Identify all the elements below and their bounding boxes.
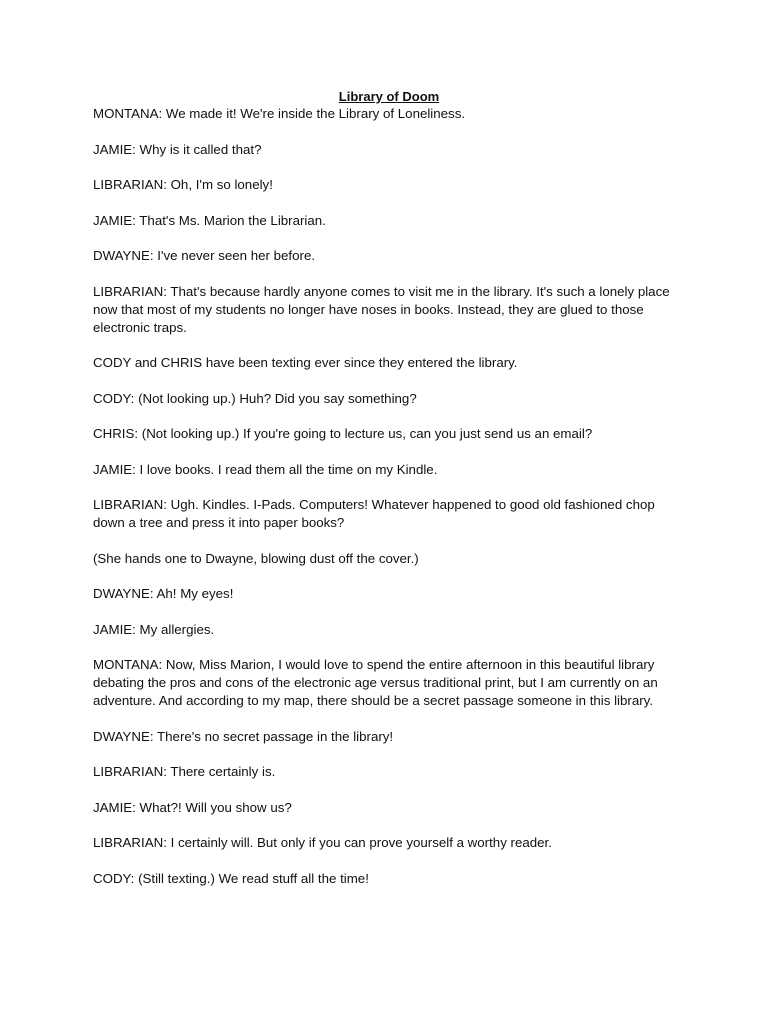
script-line: LIBRARIAN: I certainly will. But only if you can prove yourself a worthy reader. <box>93 835 552 850</box>
stage-direction: CODY and CHRIS have been texting ever since they entered the library. <box>93 355 518 370</box>
script-line: JAMIE: What?! Will you show us? <box>93 799 292 815</box>
document-title: Library of Doom <box>338 89 440 104</box>
script-line: CODY: (Still texting.) We read stuff all the time! <box>93 870 369 886</box>
script-line: JAMIE: That's Ms. Marion the Librarian. <box>93 212 326 228</box>
script-body <box>93 105 673 888</box>
script-line: DWAYNE: There's no secret passage in the library! <box>93 728 394 744</box>
script-line: CODY: (Not looking up.) Huh? Did you say something? <box>93 390 417 406</box>
script-line: MONTANA: We made it! We're inside the Library of Loneliness. <box>93 106 466 121</box>
script-line: MONTANA: Now, Miss Marion, I would love to spend the entire afternoon in this beautiful library debating the pros and cons of the electronic age versus traditional print, but I am currently on an adventure. And according to my map, there should be a secret passage someone in this library. <box>93 657 658 708</box>
document-page <box>93 88 673 905</box>
script-line: JAMIE: I love books. I read them all the time on my Kindle. <box>93 461 438 477</box>
script-line: CHRIS: (Not looking up.) If you're going to lecture us, can you just send us an email? <box>93 426 593 441</box>
script-line: LIBRARIAN: Oh, I'm so lonely! <box>93 177 273 192</box>
script-line: JAMIE: Why is it called that? <box>93 141 262 157</box>
script-line: DWAYNE: I've never seen her before. <box>93 248 316 263</box>
script-line: LIBRARIAN: Ugh. Kindles. I-Pads. Computers! Whatever happened to good old fashioned chop down a tree and press it into paper books? <box>93 497 655 530</box>
stage-direction: (She hands one to Dwayne, blowing dust off the cover.) <box>93 550 419 566</box>
script-line: LIBRARIAN: There certainly is. <box>93 764 276 779</box>
script-line: LIBRARIAN: That's because hardly anyone comes to visit me in the library. It's such a lonely place now that most of my students no longer have noses in books. Instead, they are glued to those electronic traps. <box>93 283 670 335</box>
script-line: DWAYNE: Ah! My eyes! <box>93 586 234 601</box>
script-line: JAMIE: My allergies. <box>93 621 215 637</box>
